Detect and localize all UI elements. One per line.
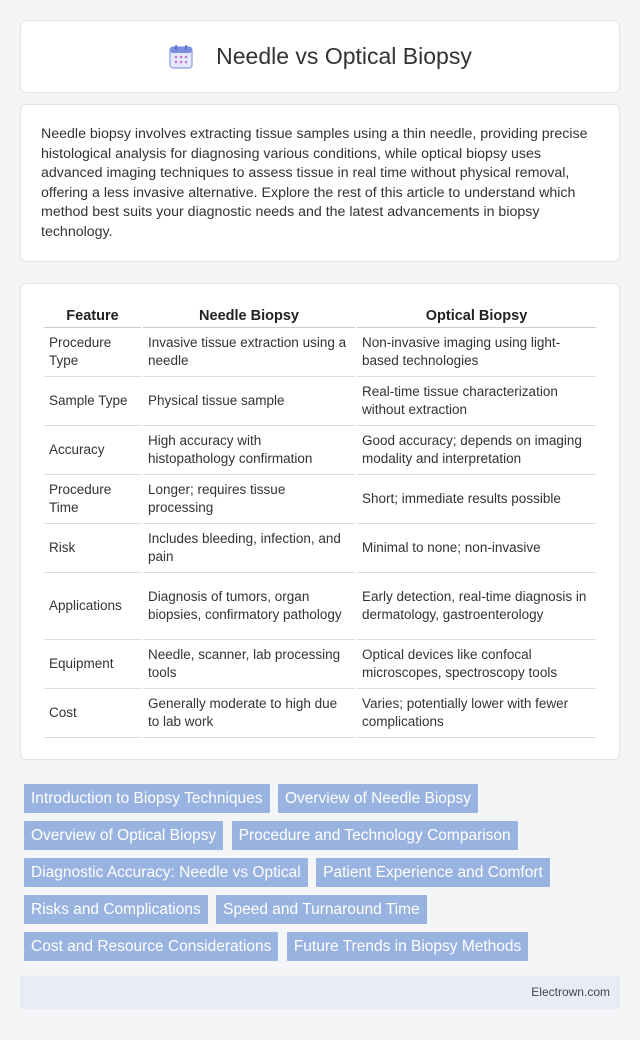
table-header-row — [44, 304, 596, 328]
page-footer — [20, 976, 620, 1009]
topic-tag[interactable]: Patient Experience and Comfort — [316, 858, 550, 887]
table-cell: Varies; potentially lower with fewer complications — [357, 689, 596, 738]
table-cell: Short; immediate results possible — [357, 475, 596, 524]
table-row — [44, 524, 596, 573]
table-cell: Optical devices like confocal microscopes, spectroscopy tools — [357, 640, 596, 689]
intro-paragraph: Needle biopsy involves extracting tissue samples using a thin needle, providing precise histological analysis for diagnosing various conditions, while optical biopsy uses advanced imaging techniques to assess tissue in real time without physical removal, offering a less invasive alternative. Explore the rest of this article to understand which method best suits your diagnostic needs and the latest advancements in biopsy technology. — [41, 126, 588, 240]
table-cell: Invasive tissue extraction using a needle — [143, 328, 355, 377]
table-cell: Good accuracy; depends on imaging modality and interpretation — [357, 426, 596, 475]
table-cell: Sample Type — [44, 377, 141, 426]
page-title: Needle vs Optical Biopsy — [216, 43, 472, 69]
topic-tags — [24, 784, 604, 969]
table-cell: Applications — [44, 573, 141, 640]
topic-tag[interactable]: Overview of Needle Biopsy — [278, 784, 478, 813]
table-row — [44, 328, 596, 377]
topic-tag[interactable]: Speed and Turnaround Time — [216, 895, 426, 924]
table-row — [44, 377, 596, 426]
column-header-optical: Optical Biopsy — [357, 304, 596, 328]
comparison-table-card — [20, 283, 620, 760]
table-cell: Cost — [44, 689, 141, 738]
table-cell: Includes bleeding, infection, and pain — [143, 524, 355, 573]
topic-tag[interactable]: Cost and Resource Considerations — [24, 932, 278, 961]
table-cell: Physical tissue sample — [143, 377, 355, 426]
table-cell: Accuracy — [44, 426, 141, 475]
page-header — [20, 20, 620, 93]
table-row — [44, 475, 596, 524]
topic-tag[interactable]: Overview of Optical Biopsy — [24, 821, 223, 850]
table-cell: Needle, scanner, lab processing tools — [143, 640, 355, 689]
footer-brand-link[interactable]: Electrown.com — [531, 985, 610, 999]
topic-tag[interactable]: Risks and Complications — [24, 895, 208, 924]
column-header-needle: Needle Biopsy — [143, 304, 355, 328]
table-cell: Procedure Time — [44, 475, 141, 524]
topic-tag[interactable]: Future Trends in Biopsy Methods — [287, 932, 528, 961]
table-row — [44, 426, 596, 475]
table-cell: Real-time tissue characterization without extraction — [357, 377, 596, 426]
table-cell: Minimal to none; non-invasive — [357, 524, 596, 573]
table-cell: Early detection, real-time diagnosis in dermatology, gastroenterology — [357, 573, 596, 640]
comparison-table — [42, 304, 598, 738]
table-cell: Risk — [44, 524, 141, 573]
topic-tag[interactable]: Diagnostic Accuracy: Needle vs Optical — [24, 858, 308, 887]
table-cell: Longer; requires tissue processing — [143, 475, 355, 524]
table-cell: Equipment — [44, 640, 141, 689]
topic-tag[interactable]: Procedure and Technology Comparison — [232, 821, 518, 850]
intro-section — [20, 104, 620, 262]
table-cell: Diagnosis of tumors, organ biopsies, confirmatory pathology — [143, 573, 355, 640]
table-cell: High accuracy with histopathology confirmation — [143, 426, 355, 475]
table-cell: Generally moderate to high due to lab work — [143, 689, 355, 738]
table-row — [44, 689, 596, 738]
calendar-icon — [168, 44, 194, 70]
column-header-feature: Feature — [44, 304, 141, 328]
table-row — [44, 573, 596, 640]
table-row — [44, 640, 596, 689]
table-cell: Non-invasive imaging using light-based technologies — [357, 328, 596, 377]
topic-tag[interactable]: Introduction to Biopsy Techniques — [24, 784, 270, 813]
table-cell: Procedure Type — [44, 328, 141, 377]
